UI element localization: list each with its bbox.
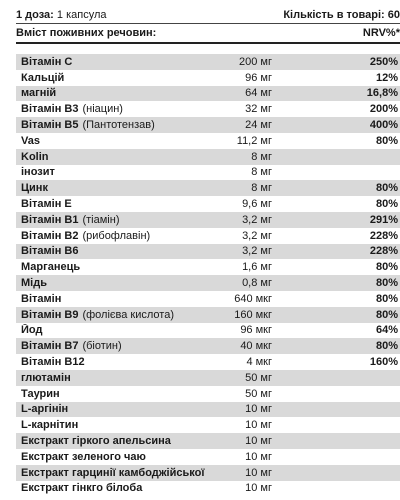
count-value: 60 — [387, 8, 400, 21]
nutrient-name: L-карнітин — [21, 419, 79, 432]
nutrition-facts-panel — [16, 0, 400, 496]
count-label: Кількість в товарі: — [283, 8, 385, 21]
table-row — [16, 244, 400, 260]
nutrient-amount: 10 мг — [245, 450, 272, 463]
table-row — [16, 386, 400, 402]
table-row — [16, 481, 400, 497]
nutrient-name: Екстракт гарцинії камбоджійської — [21, 466, 205, 479]
table-row — [16, 354, 400, 370]
dose-label: 1 доза: — [16, 8, 54, 21]
nutrient-amount: 50 мг — [245, 371, 272, 384]
table-row — [16, 180, 400, 196]
table-row — [16, 338, 400, 354]
table-row — [16, 133, 400, 149]
table-row — [16, 196, 400, 212]
nutrient-nrv: 80% — [375, 182, 398, 195]
nutrient-name-cell — [16, 451, 212, 463]
nutrient-name: Кальцій — [21, 71, 65, 84]
table-row — [16, 117, 400, 133]
nutrient-name: Вітамін C — [21, 55, 73, 68]
nutrient-nrv: 80% — [375, 308, 398, 321]
nutrient-name: Вітамін B9 — [21, 308, 79, 321]
nutrient-nrv: 64% — [375, 324, 398, 337]
nutrient-amount: 8 мг — [251, 182, 272, 195]
nutrient-name: Вітамін E — [21, 198, 72, 211]
table-row — [16, 417, 400, 433]
table-row — [16, 101, 400, 117]
table-row — [16, 212, 400, 228]
nutrient-name: Вітамін B2 — [21, 229, 79, 242]
nutrient-amount: 1,6 мг — [242, 261, 272, 274]
nutrient-nrv: 80% — [375, 340, 398, 353]
nutrient-amount: 3,2 мг — [242, 229, 272, 242]
nutrient-name-cell — [16, 56, 212, 68]
nutrient-name: Vas — [21, 134, 40, 147]
nutrient-name-cell — [16, 72, 212, 84]
nutrient-subname: (фолієва кислота) — [82, 308, 174, 321]
nutrient-name: Вітамін B12 — [21, 356, 85, 369]
nutrient-nrv: 200% — [369, 103, 398, 116]
nutrient-amount: 96 мг — [245, 71, 272, 84]
nutrient-name: глютамін — [21, 371, 71, 384]
nutrient-amount: 50 мг — [245, 387, 272, 400]
nutrient-name-cell — [16, 419, 212, 431]
nutrient-name: магній — [21, 87, 57, 100]
nutrient-amount: 10 мг — [245, 466, 272, 479]
nutrient-nrv: 80% — [375, 292, 398, 305]
nutrient-name-cell — [16, 388, 212, 400]
nutrient-nrv: 400% — [369, 119, 398, 132]
nutrient-amount: 4 мкг — [246, 356, 272, 369]
nutrient-name: L-аргінін — [21, 403, 69, 416]
nutrient-amount: 640 мкг — [234, 292, 272, 305]
table-row — [16, 402, 400, 418]
nutrient-name-cell — [16, 245, 212, 257]
nutrient-name: Таурин — [21, 387, 60, 400]
nutrient-nrv: 250% — [369, 55, 398, 68]
nutrient-nrv: 80% — [375, 277, 398, 290]
nutrient-amount: 40 мкг — [240, 340, 272, 353]
nutrient-nrv: 228% — [369, 245, 398, 258]
nutrient-name: Екстракт гінкго білоба — [21, 482, 143, 495]
dose-row — [16, 6, 400, 23]
nutrient-name-cell — [16, 119, 212, 131]
content-header-row — [16, 24, 400, 41]
nutrient-amount: 3,2 мг — [242, 245, 272, 258]
nutrient-amount: 8 мг — [251, 150, 272, 163]
nutrient-amount: 96 мкг — [240, 324, 272, 337]
content-label: Вміст поживних речовин: — [16, 26, 157, 39]
nutrient-name-cell — [16, 261, 212, 273]
nutrient-name: Вітамін B3 — [21, 103, 79, 116]
nrv-label: NRV%* — [362, 26, 400, 39]
nutrient-amount: 10 мг — [245, 435, 272, 448]
table-row — [16, 370, 400, 386]
table-row — [16, 165, 400, 181]
nutrient-name: Kolin — [21, 150, 49, 163]
nutrient-name: Йод — [21, 324, 43, 337]
table-row — [16, 449, 400, 465]
table-row — [16, 323, 400, 339]
nutrient-name-cell — [16, 309, 212, 321]
nutrient-name-cell — [16, 230, 212, 242]
nutrient-subname: (рибофлавін) — [82, 229, 151, 242]
nutrient-name: Марганець — [21, 261, 81, 274]
count-info — [274, 9, 400, 21]
content-divider — [16, 42, 400, 44]
nutrient-amount: 200 мг — [239, 55, 272, 68]
table-row — [16, 307, 400, 323]
nutrient-name-cell — [16, 103, 212, 115]
nutrient-table — [16, 54, 400, 496]
nutrient-amount: 64 мг — [245, 87, 272, 100]
nutrient-amount: 10 мг — [245, 419, 272, 432]
nutrient-name-cell — [16, 135, 212, 147]
nutrient-name: Вітамін — [21, 292, 62, 305]
nutrient-amount: 10 мг — [245, 403, 272, 416]
nutrient-nrv: 291% — [369, 213, 398, 226]
table-row — [16, 465, 400, 481]
nutrient-amount: 8 мг — [251, 166, 272, 179]
nutrient-name: Екстракт зеленого чаю — [21, 450, 146, 463]
nutrient-nrv: 12% — [375, 71, 398, 84]
table-row — [16, 70, 400, 86]
nutrient-name: Вітамін B5 — [21, 119, 79, 132]
nutrient-nrv: 228% — [369, 229, 398, 242]
nutrient-name: Вітамін B1 — [21, 213, 79, 226]
nutrient-name-cell — [16, 340, 212, 352]
table-row — [16, 149, 400, 165]
nutrient-amount: 9,6 мг — [242, 198, 272, 211]
nutrient-name: Цинк — [21, 182, 48, 195]
nutrient-name-cell — [16, 182, 212, 194]
nutrient-amount: 24 мг — [245, 119, 272, 132]
nutrient-amount: 10 мг — [245, 482, 272, 495]
nutrient-amount: 11,2 мг — [236, 134, 272, 147]
table-row — [16, 86, 400, 102]
nutrient-nrv: 80% — [375, 261, 398, 274]
table-row — [16, 54, 400, 70]
nutrient-name-cell — [16, 198, 212, 210]
nutrient-name-cell — [16, 482, 212, 494]
nutrient-subname: (Пантотензав) — [82, 119, 155, 132]
nutrient-name-cell — [16, 324, 212, 336]
nutrient-name: Мідь — [21, 277, 47, 290]
nutrient-name: інозит — [21, 166, 55, 179]
nutrient-name-cell — [16, 87, 212, 99]
nutrient-name-cell — [16, 356, 212, 368]
nutrient-name-cell — [16, 277, 212, 289]
nutrient-name: Екстракт гіркого апельсина — [21, 435, 171, 448]
table-row — [16, 259, 400, 275]
nutrient-name-cell — [16, 435, 212, 447]
nutrient-name-cell — [16, 372, 212, 384]
nutrient-nrv: 80% — [375, 134, 398, 147]
dose-value: 1 капсула — [56, 8, 107, 21]
table-row — [16, 291, 400, 307]
nutrient-name: Вітамін B7 — [21, 340, 79, 353]
nutrient-name-cell — [16, 293, 212, 305]
table-row — [16, 228, 400, 244]
dose-info — [16, 9, 274, 21]
nutrient-subname: (ніацин) — [82, 103, 123, 116]
nutrient-amount: 3,2 мг — [242, 213, 272, 226]
table-row — [16, 275, 400, 291]
nutrient-subname: (біотин) — [82, 340, 122, 353]
nutrient-name-cell — [16, 214, 212, 226]
nutrient-amount: 160 мкг — [234, 308, 272, 321]
nutrient-name-cell — [16, 467, 212, 479]
nutrient-amount: 0,8 мг — [242, 277, 272, 290]
nutrient-subname: (тіамін) — [82, 213, 120, 226]
table-row — [16, 433, 400, 449]
nutrient-nrv: 80% — [375, 198, 398, 211]
nutrient-name-cell — [16, 403, 212, 415]
nutrient-name: Вітамін B6 — [21, 245, 79, 258]
nutrient-name-cell — [16, 151, 212, 163]
nutrient-amount: 32 мг — [245, 103, 272, 116]
nutrient-name-cell — [16, 166, 212, 178]
nutrient-nrv: 16,8% — [366, 87, 398, 100]
nutrient-nrv: 160% — [369, 356, 398, 369]
